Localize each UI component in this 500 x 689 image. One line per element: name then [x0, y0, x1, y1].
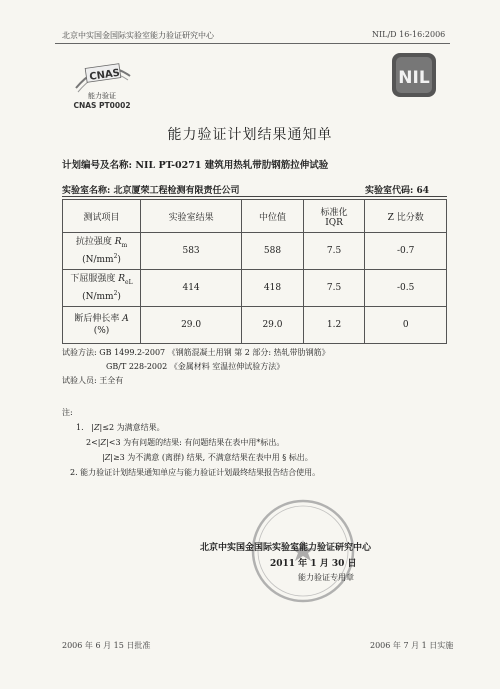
item-unit-close: )	[117, 255, 121, 266]
plan-label: 计划编号及名称:	[62, 160, 133, 171]
cnas-logo-text: CNAS	[88, 67, 121, 83]
lab-code-line	[365, 183, 429, 196]
nil-logo-text: NIL	[398, 68, 430, 88]
item-symbol: R	[118, 273, 126, 284]
cell-median: 418	[242, 270, 304, 307]
cell-median: 29.0	[242, 307, 304, 344]
cell-result: 583	[141, 233, 242, 270]
plan-line	[62, 157, 328, 171]
note-2: 2. 能力验证计划结果通知单应与能力验证计划最终结果报告结合使用。	[70, 468, 321, 477]
note-1b-prefix: 2<	[86, 438, 98, 447]
header-doc-code: NIL/D 16-16:2006	[372, 30, 446, 39]
approved-date: 2006 年 6 月 15 日批准	[62, 641, 151, 650]
effective-date: 2006 年 7 月 1 日实施	[370, 641, 454, 650]
col-iqr	[303, 200, 365, 233]
table-row	[63, 270, 447, 307]
cell-result: 29.0	[141, 307, 242, 344]
col-median: 中位值	[242, 200, 304, 233]
lab-code-value: 64	[416, 186, 429, 196]
table-header-row	[63, 200, 447, 233]
header-rule	[55, 43, 450, 44]
method-1: GB 1499.2-2007 《钢筋混凝土用钢 第 2 部分: 热轧带肋钢筋》	[99, 348, 330, 357]
header-org: 北京中实国金国际实验室能力验证研究中心	[62, 31, 214, 40]
table-row	[63, 233, 447, 270]
lab-name-label: 实验室名称:	[62, 186, 111, 196]
notes: 注: 1. |Z|≤2 为满意结果。 2<|Z|<3 为有问题的结果: 有问题结果在表中用*标出。 |Z|≥3 为不满意 (离群) 结果, 不满意结果在表中用 § 标出。 2. 能力验证计划结果通知单应与能力验证计划最终结果报告结合使用。	[62, 405, 320, 480]
z-symbol: Z	[100, 438, 107, 447]
item-unit-close: )	[117, 292, 121, 303]
notes-label: 注:	[62, 408, 73, 417]
note-1a: ≤2 为满意结果。	[102, 423, 165, 432]
footer-org: 北京中实国金国际实验室能力验证研究中心	[200, 543, 372, 553]
results-table	[62, 199, 447, 344]
tester-label: 试验人员:	[62, 376, 97, 385]
lab-name-value: 北京厦荣工程检测有限责任公司	[113, 186, 240, 196]
col-z-score: Z 比分数	[365, 200, 447, 233]
item-symbol: A	[122, 314, 129, 324]
col-iqr-line2: IQR	[325, 217, 343, 228]
cell-median: 588	[242, 233, 304, 270]
z-symbol: Z	[104, 453, 111, 462]
item-subscript: m	[121, 241, 128, 249]
cell-iqr: 7.5	[303, 233, 365, 270]
item-unit-sup: 2	[113, 290, 118, 298]
row-item	[63, 307, 141, 344]
item-name: 抗拉强度	[75, 236, 115, 247]
cell-result: 414	[141, 270, 242, 307]
note-1-num: 1.	[76, 423, 84, 432]
cell-iqr: 7.5	[303, 270, 365, 307]
page-title: 能力验证计划结果通知单	[167, 127, 333, 143]
lab-rule	[62, 196, 447, 197]
cnas-caption-line2: CNAS PT0002	[73, 101, 131, 110]
note-1b: <3 为有问题的结果: 有问题结果在表中用*标出。	[108, 438, 285, 447]
cell-z: -0.5	[365, 270, 447, 307]
row-item	[63, 270, 141, 307]
col-iqr-line1: 标准化	[320, 207, 348, 218]
cnas-caption-line1: 能力验证	[88, 92, 116, 100]
item-name: 断后伸长率	[74, 314, 123, 324]
cnas-caption	[72, 92, 132, 110]
methods-label: 试验方法:	[62, 348, 97, 357]
note-1c: ≥3 为不满意 (离群) 结果, 不满意结果在表中用 § 标出。	[112, 453, 313, 462]
plan-value: NIL PT-0271 建筑用热轧带肋钢筋拉伸试验	[135, 160, 329, 171]
table-row	[63, 307, 447, 344]
tester-name: 王全有	[99, 376, 124, 385]
lab-code-label: 实验室代码:	[365, 186, 414, 196]
cell-iqr: 1.2	[303, 307, 365, 344]
item-unit: (N/mm	[82, 255, 114, 266]
nil-logo-icon	[391, 52, 437, 98]
footer-date: 2011 年 1 月 30 日	[270, 559, 357, 569]
cell-z: -0.7	[365, 233, 447, 270]
col-lab-result: 实验室结果	[141, 200, 242, 233]
col-test-item: 测试项目	[63, 200, 141, 233]
row-item	[63, 233, 141, 270]
item-subscript: eL	[125, 278, 133, 286]
item-unit: (%)	[93, 326, 110, 336]
item-symbol: R	[114, 236, 122, 247]
item-name: 下屈服强度	[70, 273, 119, 284]
test-methods	[62, 346, 330, 388]
item-unit-sup: 2	[113, 253, 118, 261]
lab-name-line	[62, 183, 239, 196]
seal-subtitle: 能力验证专用章	[298, 573, 354, 582]
method-2: GB/T 228-2002 《金属材料 室温拉伸试验方法》	[106, 362, 285, 371]
item-unit: (N/mm	[82, 292, 114, 303]
z-symbol: Z	[93, 423, 100, 432]
cell-z: 0	[365, 307, 447, 344]
